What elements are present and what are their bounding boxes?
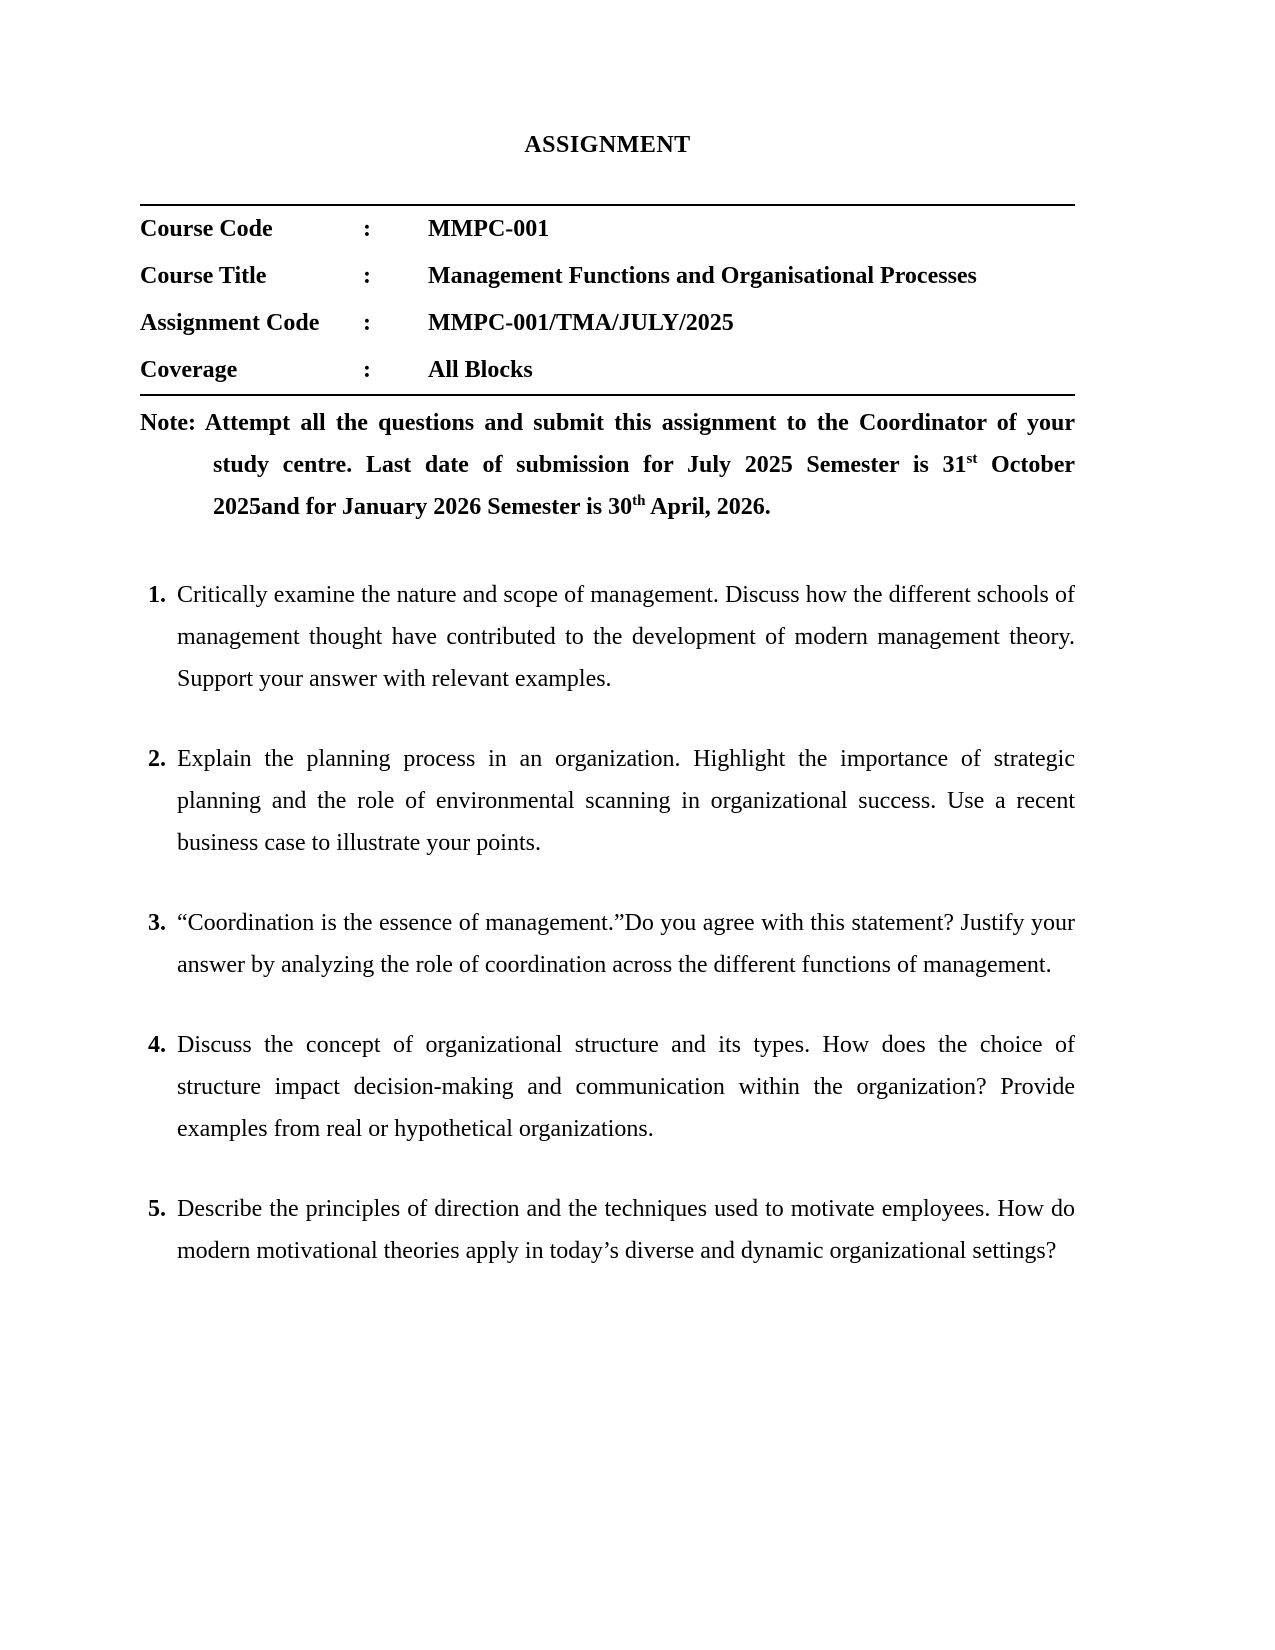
question-item-4 — [140, 1024, 1075, 1150]
note-superscript-th: th — [632, 493, 646, 509]
question-text: “Coordination is the essence of management.”Do you agree with this statement? Justify your answer by analyzing the role of coordination across the different functions of management. — [177, 910, 1075, 978]
note-label: Note: — [140, 410, 196, 436]
info-value: MMPC-001/TMA/JULY/2025 — [428, 310, 734, 336]
info-row-course-code — [140, 206, 1075, 253]
info-row-coverage — [140, 347, 1075, 394]
question-item-3 — [140, 902, 1075, 986]
info-label: Coverage — [140, 357, 238, 383]
note-paragraph — [140, 402, 1075, 528]
note-text-part1: Attempt all the questions and submit this assignment to the Coordinator of your study centre. Last date of submission for July 2025 Semester is 31 — [195, 410, 1075, 478]
question-number: 3. — [148, 910, 166, 936]
question-text: Discuss the concept of organizational structure and its types. How does the choice of structure impact decision-making and communication within the organization? Provide examples from real or hypothetical organizations. — [177, 1032, 1075, 1142]
info-separator: : — [363, 263, 371, 289]
question-item-2 — [140, 738, 1075, 864]
document-title: ASSIGNMENT — [524, 132, 691, 158]
info-label: Assignment Code — [140, 310, 320, 336]
info-value: All Blocks — [428, 357, 533, 383]
questions-list — [140, 574, 1075, 1272]
question-number: 2. — [148, 746, 166, 772]
note-text-part2: October 2025and for January 2026 Semester is 30 — [213, 452, 1075, 520]
info-row-assignment-code — [140, 300, 1075, 347]
info-label: Course Code — [140, 216, 273, 242]
note-superscript-st: st — [966, 451, 978, 467]
question-number: 5. — [148, 1196, 166, 1222]
question-text: Explain the planning process in an organization. Highlight the importance of strategic planning and the role of environmental scanning in organizational success. Use a recent business case to illustrate your points. — [177, 746, 1075, 856]
info-value: MMPC-001 — [428, 216, 550, 242]
info-row-course-title — [140, 253, 1075, 300]
question-text: Critically examine the nature and scope of management. Discuss how the different schools of management thought have contributed to the development of modern management theory. Support your answer with relevant examples. — [177, 582, 1075, 692]
question-text: Describe the principles of direction and the techniques used to motivate employees. How do modern motivational theories apply in today’s diverse and dynamic organizational settings? — [177, 1196, 1075, 1264]
note-text-part3: April, 2026. — [645, 494, 771, 520]
info-value: Management Functions and Organisational Processes — [428, 263, 977, 289]
question-item-5 — [140, 1188, 1075, 1272]
course-info-table — [140, 204, 1075, 396]
question-number: 4. — [148, 1032, 166, 1058]
info-label: Course Title — [140, 263, 267, 289]
info-separator: : — [363, 357, 371, 383]
info-separator: : — [363, 310, 371, 336]
question-item-1 — [140, 574, 1075, 700]
question-number: 1. — [148, 582, 166, 608]
info-separator: : — [363, 216, 371, 242]
